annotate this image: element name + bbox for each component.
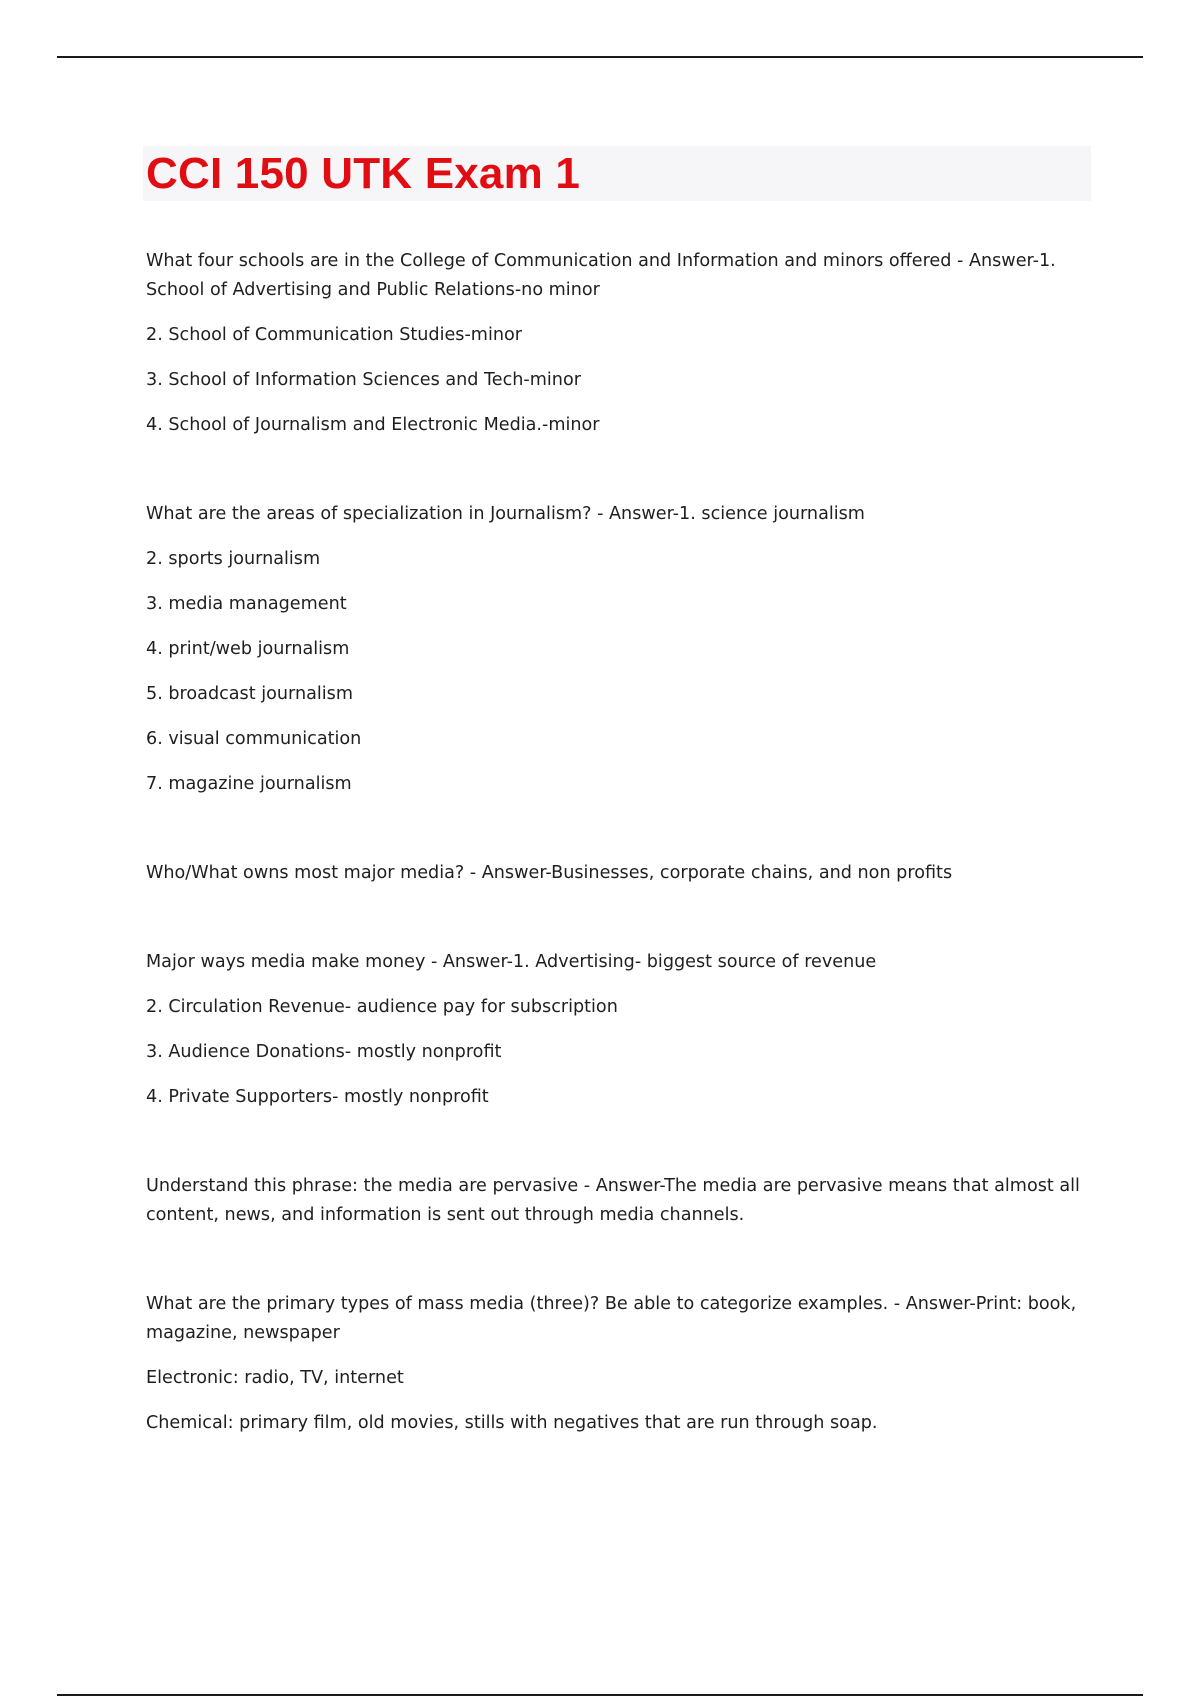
question-line: What are the primary types of mass media (three)? Be able to categorize examples. - Answer-Print: book, magazine, newspaper [146,1294,1077,1343]
answer-line: 2. sports journalism [146,549,321,569]
answer-line: 4. School of Journalism and Electronic Media.-minor [146,415,600,435]
document-body [146,247,1096,1438]
qa-item [146,859,1096,888]
question-line: Who/What owns most major media? - Answer-Businesses, corporate chains, and non profits [146,863,953,883]
qa-item [146,247,1096,440]
question-line: Understand this phrase: the media are pervasive - Answer-The media are pervasive means that almost all content, news, and information is sent out through media channels. [146,1176,1080,1225]
answer-line: 3. Audience Donations- mostly nonprofit [146,1042,502,1062]
answer-line: 4. Private Supporters- mostly nonprofit [146,1087,489,1107]
answer-line: 5. broadcast journalism [146,684,353,704]
answer-line: 7. magazine journalism [146,774,352,794]
question-line: What four schools are in the College of Communication and Information and minors offered - Answer-1. School of Advertising and Public Relations-no minor [146,251,1056,300]
answer-line: 2. School of Communication Studies-minor [146,325,522,345]
page-top-rule [57,56,1143,58]
qa-item [146,948,1096,1112]
question-line: What are the areas of specialization in Journalism? - Answer-1. science journalism [146,504,865,524]
qa-item [146,1290,1096,1438]
answer-line: 3. School of Information Sciences and Tech-minor [146,370,581,390]
answer-line: 3. media management [146,594,347,614]
page-title: CCI 150 UTK Exam 1 [146,149,580,198]
answer-line: Chemical: primary film, old movies, stills with negatives that are run through soap. [146,1413,878,1433]
answer-line: 6. visual communication [146,729,362,749]
answer-line: 4. print/web journalism [146,639,350,659]
answer-line: 2. Circulation Revenue- audience pay for subscription [146,997,618,1017]
question-line: Major ways media make money - Answer-1. Advertising- biggest source of revenue [146,952,877,972]
qa-item [146,1172,1096,1230]
qa-item [146,500,1096,799]
answer-line: Electronic: radio, TV, internet [146,1368,404,1388]
page-bottom-rule [57,1694,1143,1696]
